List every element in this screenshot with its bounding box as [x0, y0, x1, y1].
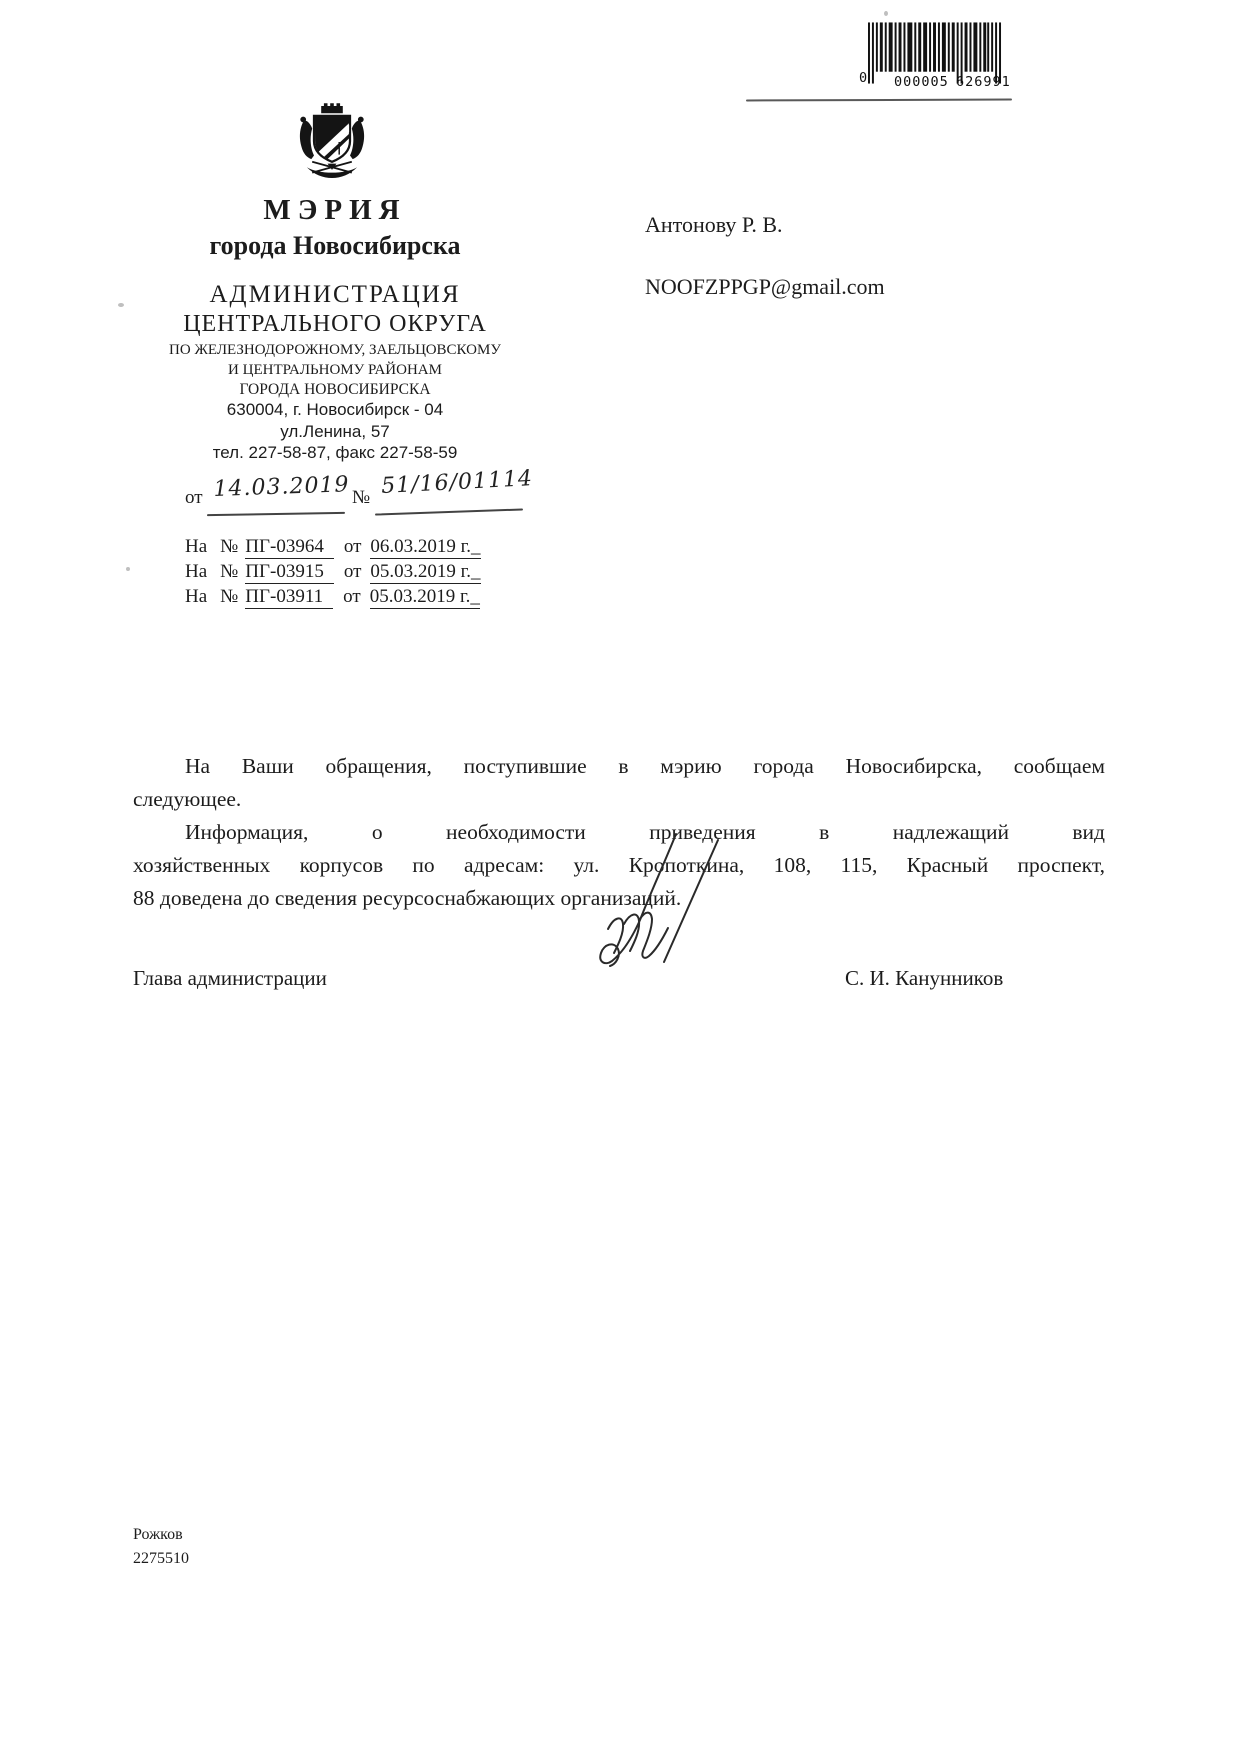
address-line3: тел. 227-58-87, факс 227-58-59	[212, 443, 458, 462]
ref-na-label: На	[185, 536, 208, 557]
body-line: Информация, о необходимости приведения в надлежащий вид	[185, 820, 1105, 844]
body-line: На Ваши обращения, поступившие в мэрию города Новосибирска, сообщаем	[185, 754, 1105, 778]
outgoing-number-underline	[375, 508, 523, 515]
reference-line-3	[185, 586, 480, 608]
signoff-name: С. И. Канунников	[845, 966, 1004, 990]
ref-na-label: На	[185, 561, 208, 582]
dept-line1: АДМИНИСТРАЦИЯ	[209, 281, 461, 308]
barcode-underline	[746, 99, 1012, 102]
reference-line-1	[185, 536, 481, 558]
ref-number: ПГ-03964	[245, 536, 334, 559]
ref-no-label: №	[220, 536, 239, 557]
address-line1: 630004, г. Новосибирск - 04	[226, 400, 444, 419]
executor-name: Рожков	[133, 1526, 183, 1543]
novosibirsk-coat-of-arms-icon	[287, 100, 377, 184]
body-line: хозяйственных корпусов по адресам: ул. Кропоткина, 108, 115, Красный проспект,	[133, 853, 1105, 877]
body-line: 88 доведена до сведения ресурсоснабжающих организаций.	[133, 886, 682, 910]
ref-no-label: №	[220, 586, 239, 607]
ref-from-label: от	[343, 561, 362, 582]
ref-date: 05.03.2019 г._	[369, 586, 480, 607]
outgoing-number-label: №	[352, 487, 371, 508]
outgoing-date-underline	[207, 512, 345, 516]
ref-from-label: от	[343, 586, 361, 607]
dept-line3: ПО ЖЕЛЕЗНОДОРОЖНОМУ, ЗАЕЛЬЦОВСКОМУ	[169, 342, 501, 358]
dept-line5: ГОРОДА НОВОСИБИРСКА	[239, 381, 431, 398]
barcode-digits-mid: 000005	[894, 74, 949, 90]
signoff-position: Глава администрации	[133, 966, 327, 990]
ref-date: 05.03.2019 г._	[370, 561, 481, 582]
ref-from-label: от	[343, 536, 362, 557]
reference-line-2	[185, 561, 481, 583]
ref-na-label: На	[185, 586, 208, 607]
outgoing-from-label: от	[185, 487, 203, 508]
executor-phone: 2275510	[133, 1550, 189, 1567]
dept-line2: ЦЕНТРАЛЬНОГО ОКРУГА	[183, 311, 487, 337]
handwritten-signature	[548, 828, 728, 973]
recipient-name: Антонову Р. В.	[645, 212, 783, 237]
org-title-line1: МЭРИЯ	[263, 194, 407, 226]
scan-artifact	[884, 11, 888, 16]
barcode-digits-right: 626991	[956, 74, 1011, 90]
outgoing-number-handwritten: 51/16/01114	[380, 466, 534, 499]
ref-number: ПГ-03911	[245, 586, 333, 609]
ref-number: ПГ-03915	[245, 561, 334, 584]
recipient-email: NOOFZPPGP@gmail.com	[645, 274, 885, 299]
scan-artifact	[126, 567, 130, 571]
barcode-digit-left: 0	[859, 70, 869, 86]
ref-no-label: №	[220, 561, 239, 582]
ref-date: 06.03.2019 г._	[370, 536, 481, 557]
address-line2: ул.Ленина, 57	[280, 422, 390, 441]
org-title-line2: города Новосибирска	[209, 231, 461, 260]
outgoing-date-handwritten: 14.03.2019	[213, 472, 350, 502]
body-line: следующее.	[133, 787, 242, 811]
barcode	[859, 22, 1011, 94]
dept-line4: И ЦЕНТРАЛЬНОМУ РАЙОНАМ	[228, 362, 442, 378]
